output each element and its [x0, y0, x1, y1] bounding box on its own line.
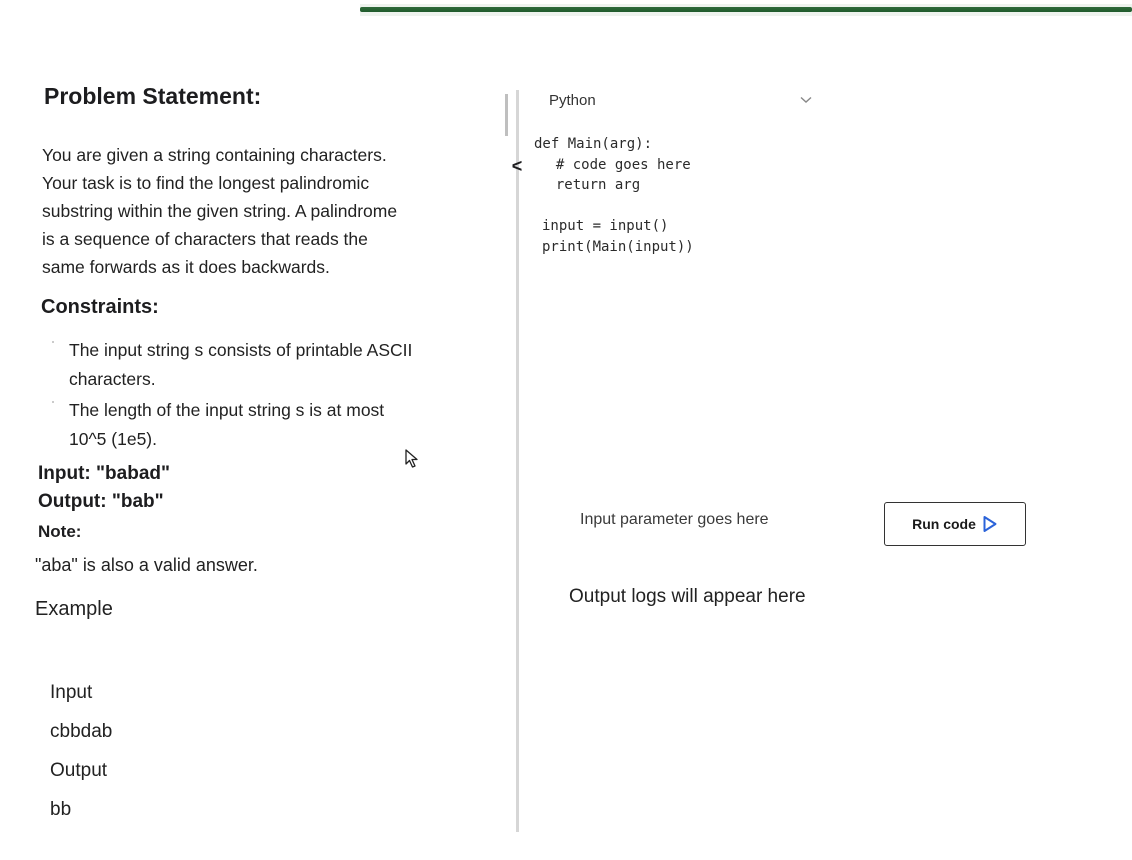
output-logs-placeholder: Output logs will appear here: [569, 586, 806, 607]
constraint-text: The input string s consists of printable ASCII: [69, 340, 413, 360]
play-icon: [982, 515, 998, 533]
code-line: print(Main(input)): [542, 239, 694, 255]
description-line: substring within the given string. A palindrome: [42, 201, 398, 221]
code-line: def Main(arg):: [534, 136, 653, 152]
panel-divider[interactable]: [516, 90, 519, 832]
code-line: input = input(): [542, 218, 669, 234]
description-line: You are given a string containing characters.: [42, 145, 387, 165]
description-line: Your task is to find the longest palindromic: [42, 173, 370, 193]
code-line: # code goes here: [539, 157, 691, 173]
example-heading: Example: [35, 598, 113, 620]
description-line: same forwards as it does backwards.: [42, 257, 330, 277]
example-output-line: Output: "bab": [38, 491, 164, 512]
constraint-text: characters.: [69, 369, 156, 389]
problem-title: Problem Statement:: [44, 83, 262, 109]
code-line: return arg: [539, 177, 641, 193]
example-input-line: Input: "babad": [38, 463, 170, 484]
example-input-value: cbbdab: [50, 721, 113, 742]
example-output-label: Output: [50, 760, 108, 781]
input-parameter-field[interactable]: [572, 503, 878, 537]
collapse-panel-button[interactable]: <: [511, 156, 523, 176]
example-output-value: bb: [50, 799, 72, 820]
run-code-button[interactable]: [884, 502, 1026, 546]
constraint-text: 10^5 (1e5).: [69, 429, 157, 449]
problem-description: [42, 141, 492, 281]
constraints-heading: Constraints:: [41, 296, 159, 318]
constraint-item: [52, 396, 502, 454]
code-editor[interactable]: [532, 132, 862, 272]
constraint-item: [52, 336, 502, 394]
constraint-text: The length of the input string s is at most: [69, 400, 385, 420]
language-select[interactable]: [540, 86, 830, 116]
chevron-down-icon: [800, 96, 812, 104]
mouse-pointer-icon: [404, 449, 420, 469]
constraints-list: [52, 336, 502, 456]
run-code-label: Run code: [912, 516, 976, 532]
note-text: "aba" is also a valid answer.: [35, 555, 258, 575]
example-input-label: Input: [50, 682, 93, 703]
note-label: Note:: [38, 522, 82, 541]
description-line: is a sequence of characters that reads the: [42, 229, 368, 249]
language-selected-value: Python: [549, 92, 596, 109]
panel-splitter-handle[interactable]: [505, 94, 508, 136]
problem-panel: [0, 0, 500, 860]
